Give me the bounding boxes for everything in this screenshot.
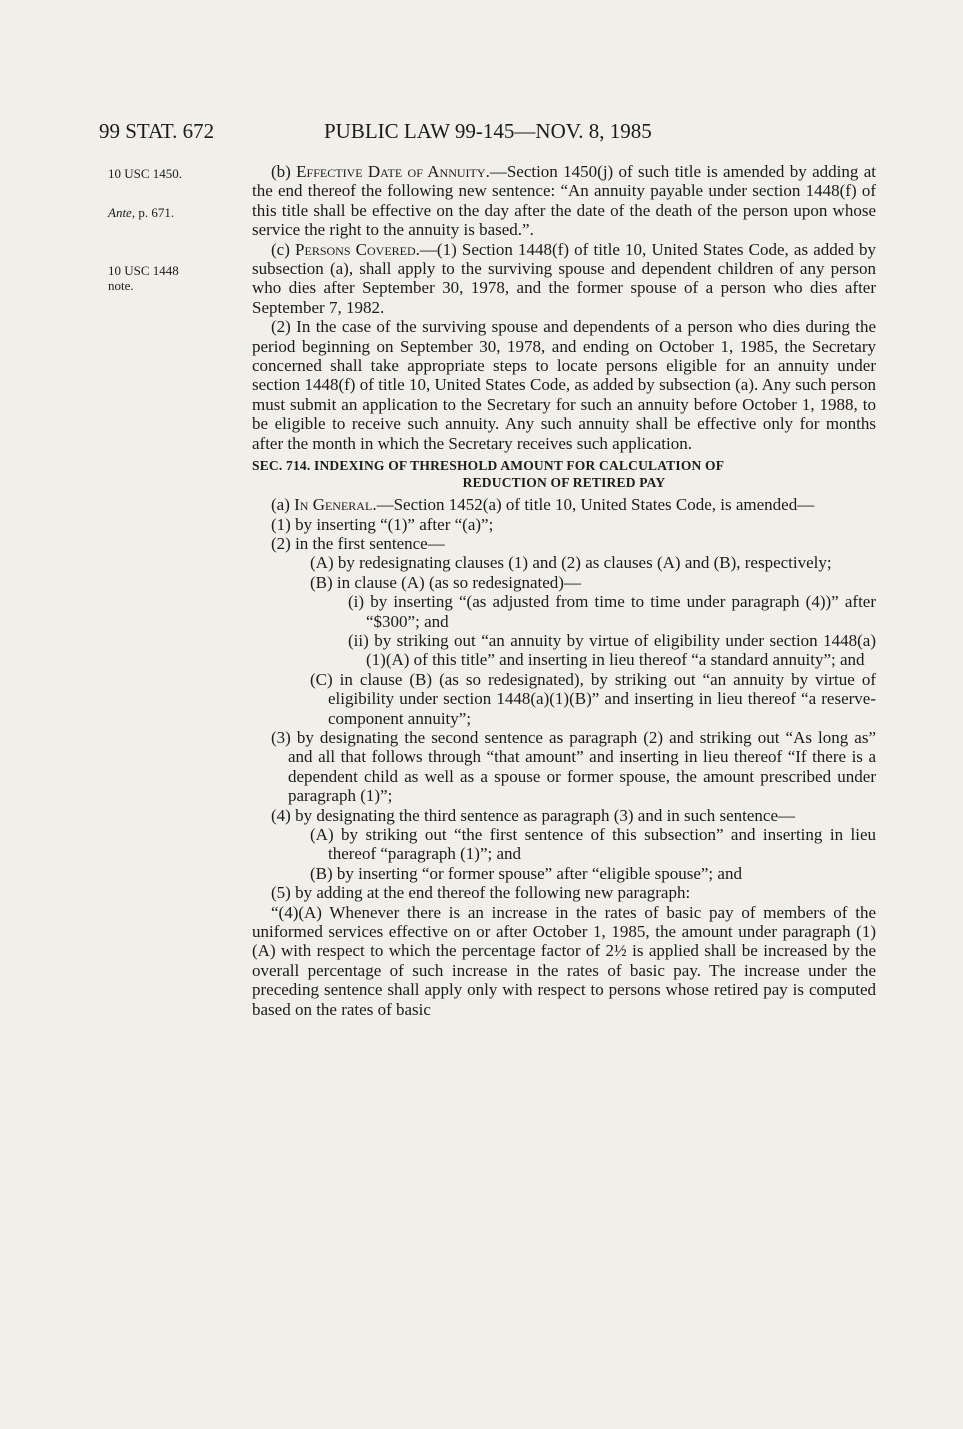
paragraph-c2: (2) In the case of the surviving spouse and dependents of a person who dies during the period beginning on September 30, 1978, and ending on October 1, 1985, the Secretary concerned shall take appropriate steps to locate persons eligible for an annuity under section 1448(f) of title 10, United States Code, as added by subsection (a). Any such person must submit an application to the Secretary for such an annuity before October 1, 1988, to be eligible to receive such annuity. Any such annuity shall be effective only for months after the month in which the Secretary receives such application. [252, 317, 876, 453]
margin-note-10-usc-1448 [108, 263, 233, 293]
clause-4B: (B) by inserting “or former spouse” after “eligible spouse”; and [310, 863, 742, 883]
paragraph-2: (2) in the first sentence— [271, 533, 445, 553]
section-heading-line2: REDUCTION OF RETIRED PAY [462, 475, 666, 491]
subsection-heading: In General [294, 495, 373, 515]
subsection-heading: Effective Date of Annuity [296, 162, 486, 181]
subclause-2Bii: (ii) by striking out “an annuity by virtue of eligibility under section 1448(a)(1)(A) of this title” and inserting in lieu thereof “a standard annuity”; and [348, 630, 876, 670]
margin-note-line: note. [108, 278, 134, 293]
page-header [99, 116, 879, 146]
clause-4A: (A) by striking out “the first sentence of this subsection” and inserting in lieu thereof “paragraph (1)”; and [310, 825, 876, 864]
subsection-label: (a) [271, 495, 295, 515]
margin-note-line: 10 USC 1448 [108, 263, 179, 278]
clause-2B: (B) in clause (A) (as so redesignated)— [310, 572, 581, 592]
margin-note-ante [108, 205, 233, 220]
paragraph-3: (3) by designating the second sentence as paragraph (2) and striking out “As long as” and all that follows through “that amount” and inserting in lieu thereof “If there is a dependent child as well as a spouse or former spouse, the amount prescribed under paragraph (1)”; [271, 727, 876, 806]
paragraph-5: (5) by adding at the end thereof the following new paragraph: [271, 883, 691, 903]
subsection-text: .—(1) Section 1448(f) of title 10, United States Code, as added by subsection (a), shall apply to the surviving spouse and dependent children of any person who dies after September 30, 1978, and the former spouse of a person who dies after September 7, 1982. [252, 239, 876, 317]
subsection-a [252, 495, 876, 514]
section-heading [252, 457, 876, 491]
margin-note-text: 10 USC 1450. [108, 166, 183, 181]
statute-text [252, 162, 876, 1019]
margin-note-10-usc-1450 [108, 166, 233, 181]
subsection-text: .—Section 1450(j) of such title is amended by adding at the end thereof the following new sentence: “An annuity payable under section 1448(f) of this title shall be effective on the day after the date of the death of the person upon whose service the right to the annuity is based.”. [252, 162, 876, 240]
clause-2C: (C) in clause (B) (as so redesignated), by striking out “an annuity by virtue of eligibility under section 1448(a)(1)(B)” and inserting in lieu thereof “a reserve-component annuity”; [310, 669, 876, 728]
new-paragraph-4A-quote: “(4)(A) Whenever there is an increase in the rates of basic pay of members of the uniformed services effective on or after October 1, 1985, the amount under paragraph (1)(A) with respect to which the percentage factor of 2½ is applied shall be increased by the overall percentage of such increase in the rates of basic pay. The increase under the preceding sentence shall apply only with respect to persons whose retired pay is computed based on the rates of basic [252, 902, 876, 1019]
subsection-text: .—Section 1452(a) of title 10, United States Code, is amended— [372, 495, 815, 515]
section-heading-line1: SEC. 714. INDEXING OF THRESHOLD AMOUNT FOR CALCULATION OF [252, 458, 725, 474]
paragraph-1: (1) by inserting “(1)” after “(a)”; [271, 514, 494, 534]
subsection-label: (c) [271, 239, 296, 259]
subsection-label: (b) [271, 162, 297, 181]
margin-note-text: , p. 671. [131, 205, 175, 220]
paragraph-4: (4) by designating the third sentence as paragraph (3) and in such sentence— [271, 805, 795, 825]
margin-note-italic: Ante [108, 205, 132, 220]
stat-page-number: 99 STAT. 672 [99, 119, 215, 143]
subsection-b [252, 162, 876, 240]
subsection-c [252, 240, 876, 318]
subclause-2Bi: (i) by inserting “(as adjusted from time to time under paragraph (4))” after “$300”; and [348, 592, 876, 631]
public-law-title: PUBLIC LAW 99-145—NOV. 8, 1985 [324, 119, 652, 143]
clause-2A: (A) by redesignating clauses (1) and (2) as clauses (A) and (B), respectively; [310, 553, 832, 573]
subsection-heading: Persons Covered [295, 239, 416, 259]
